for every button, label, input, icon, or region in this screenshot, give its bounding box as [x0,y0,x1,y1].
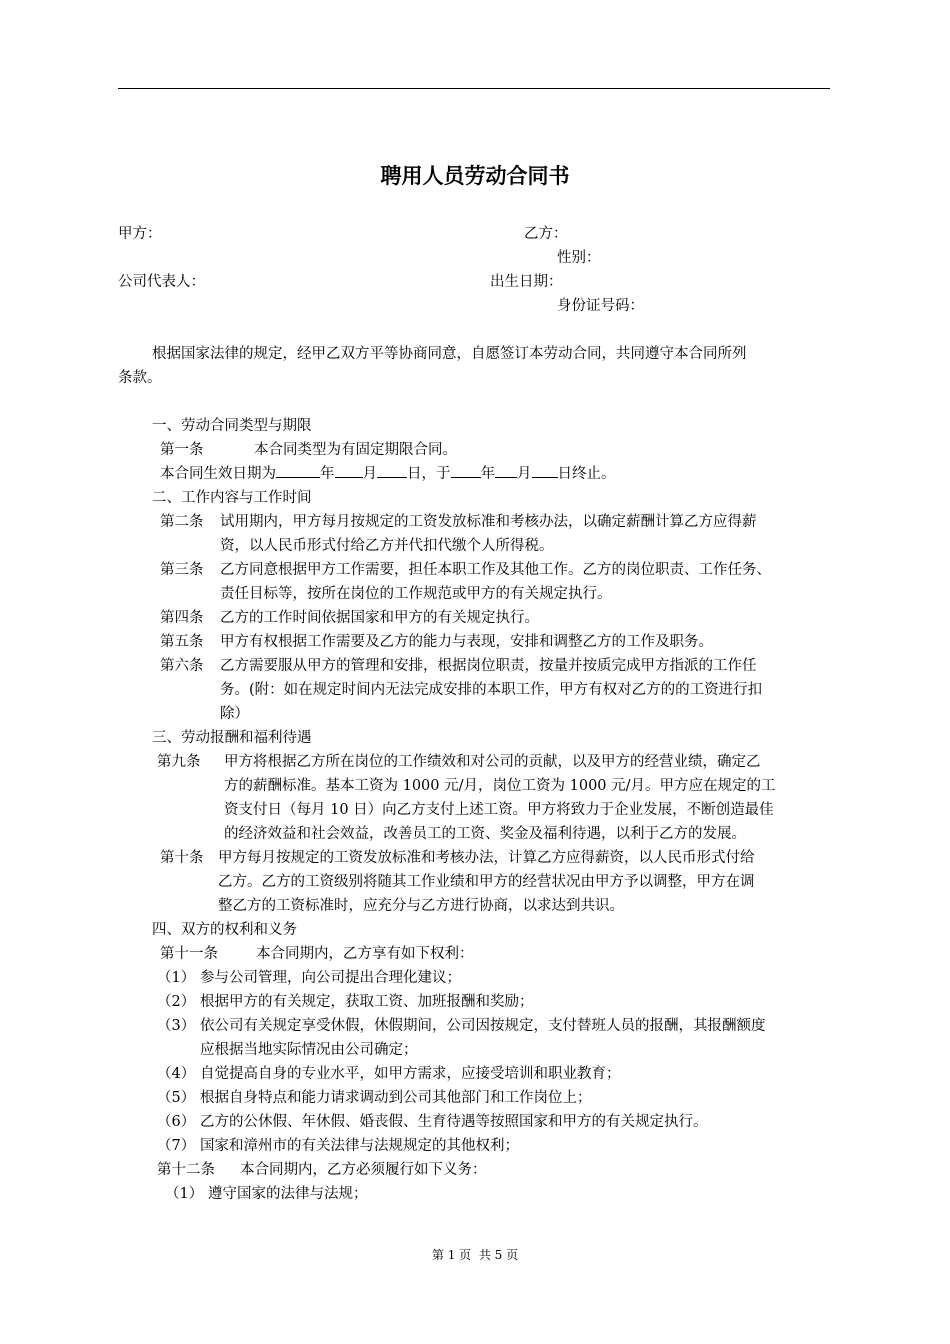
article-label: 第十条 [160,850,204,866]
preamble-line: 条款。 [118,370,162,386]
article-label: 第三条 [160,562,204,578]
article-label: 第二条 [160,514,204,530]
list-item-number: （6） [157,1114,196,1130]
article-text: 责任目标等，按所在岗位的工作规范或甲方的有关规定执行。 [220,586,612,602]
article-text: 整乙方的工资标准时，应充分与乙方进行协商，以求达到共识。 [218,898,624,914]
party-a-label: 甲方： [118,226,162,242]
birth-date-label: 出生日期： [490,274,563,290]
article-text: 本合同期内，乙方享有如下权利： [256,946,474,962]
list-item: 乙方的公休假、年休假、婚丧假、生育待遇等按照国家和甲方的有关规定执行。 [200,1114,708,1130]
footer-text: 页 [506,1248,519,1262]
section-heading: 二、工作内容与工作时间 [152,490,312,506]
page-total: 5 [494,1248,503,1262]
blank-end-day [532,462,558,478]
term-text: 年 [480,466,495,482]
gender-label: 性别： [557,250,601,266]
term-text: 月 [362,466,377,482]
article-text: 甲方有权根据工作需要及乙方的能力与表现，安排和调整乙方的工作及职务。 [220,634,713,650]
article-text: 资支付日（每月 10 日）向乙方支付上述工资。甲方将致力于企业发展，不断创造最佳 [224,802,774,818]
article-text: 本合同类型为有固定期限合同。 [254,442,457,458]
article-text: 甲方将根据乙方所在岗位的工作绩效和对公司的贡献，以及甲方的经营业绩，确定乙 [224,754,761,770]
article-text: 资，以人民币形式付给乙方并代扣代缴个人所得税。 [220,538,554,554]
id-number-label: 身份证号码： [557,298,644,314]
term-text: 月 [517,466,532,482]
article-text: 甲方每月按规定的工资发放标准和考核办法，计算乙方应得薪资，以人民币形式付给 [218,850,755,866]
contract-term-line [160,462,616,486]
article-label: 第四条 [160,610,204,626]
blank-start-day [377,462,407,478]
list-item-number: （7） [157,1138,196,1154]
list-item-number: （2） [157,994,196,1010]
list-item: 遵守国家的法律与法规； [208,1186,368,1202]
article-label: 第十二条 [157,1162,215,1178]
term-text: 日终止。 [557,466,616,482]
blank-start-year [276,462,320,478]
article-text: 乙方。乙方的工资级别将随其工作业绩和甲方的经营状况由甲方予以调整，甲方在调 [218,874,755,890]
header-rule [118,88,830,89]
term-text: 日，于 [407,466,451,482]
footer-text: 页 [459,1248,472,1262]
article-text: 本合同期内，乙方必须履行如下义务： [240,1162,487,1178]
article-text: 除） [220,706,249,722]
list-item: 依公司有关规定享受休假，休假期间，公司因按规定，支付替班人员的报酬，其报酬额度 [200,1018,766,1034]
article-label: 第十一条 [160,946,218,962]
article-label: 第九条 [157,754,201,770]
list-item: 根据自身特点和能力请求调动到公司其他部门和工作岗位上； [200,1090,592,1106]
blank-end-year [451,462,481,478]
article-text: 试用期内，甲方每月按规定的工资发放标准和考核办法，以确定薪酬计算乙方应得薪 [220,514,757,530]
list-item-number: （3） [157,1018,196,1034]
page-number: 1 [447,1248,456,1262]
preamble-line: 根据国家法律的规定，经甲乙双方平等协商同意，自愿签订本劳动合同，共同遵守本合同所列 [152,346,747,362]
list-item-number: （5） [157,1090,196,1106]
list-item-number: （1） [157,970,196,986]
list-item: 根据甲方的有关规定，获取工资、加班报酬和奖励； [200,994,534,1010]
article-text: 务。(附：如在规定时间内无法完成安排的本职工作，甲方有权对乙方的的工资进行扣 [220,682,763,698]
section-heading: 一、劳动合同类型与期限 [152,418,312,434]
section-heading: 四、双方的权利和义务 [152,922,297,938]
list-item-number: （4） [157,1066,196,1082]
footer-text: 第 [431,1248,444,1262]
term-text: 本合同生效日期为 [160,466,276,482]
article-text: 乙方需要服从甲方的管理和安排，根据岗位职责，按量并按质完成甲方指派的工作任 [220,658,757,674]
list-item-number: （1） [165,1186,204,1202]
list-item: 参与公司管理，向公司提出合理化建议； [200,970,461,986]
blank-start-month [335,462,363,478]
list-item: 自觉提高自身的专业水平，如甲方需求，应接受培训和职业教育； [200,1066,621,1082]
page-footer [0,1246,950,1263]
term-text: 年 [320,466,335,482]
article-label: 第六条 [160,658,204,674]
section-heading: 三、劳动报酬和福利待遇 [152,730,312,746]
blank-end-month [495,462,517,478]
representative-label: 公司代表人： [118,274,205,290]
article-label: 第一条 [160,442,204,458]
article-text: 方的薪酬标准。基本工资为 1000 元/月，岗位工资为 1000 元/月。甲方应在规定的工 [224,778,776,794]
document-title: 聘用人员劳动合同书 [380,164,570,188]
article-text: 乙方同意根据甲方工作需要，担任本职工作及其他工作。乙方的岗位职责、工作任务、 [220,562,771,578]
list-item: 国家和漳州市的有关法律与法规规定的其他权利； [200,1138,519,1154]
party-b-label: 乙方： [524,226,568,242]
footer-text: 共 [478,1248,491,1262]
list-item: 应根据当地实际情况由公司确定； [200,1042,418,1058]
article-label: 第五条 [160,634,204,650]
article-text: 乙方的工作时间依据国家和甲方的有关规定执行。 [220,610,539,626]
article-text: 的经济效益和社会效益，改善员工的工资、奖金及福利待遇，以利于乙方的发展。 [224,826,746,842]
